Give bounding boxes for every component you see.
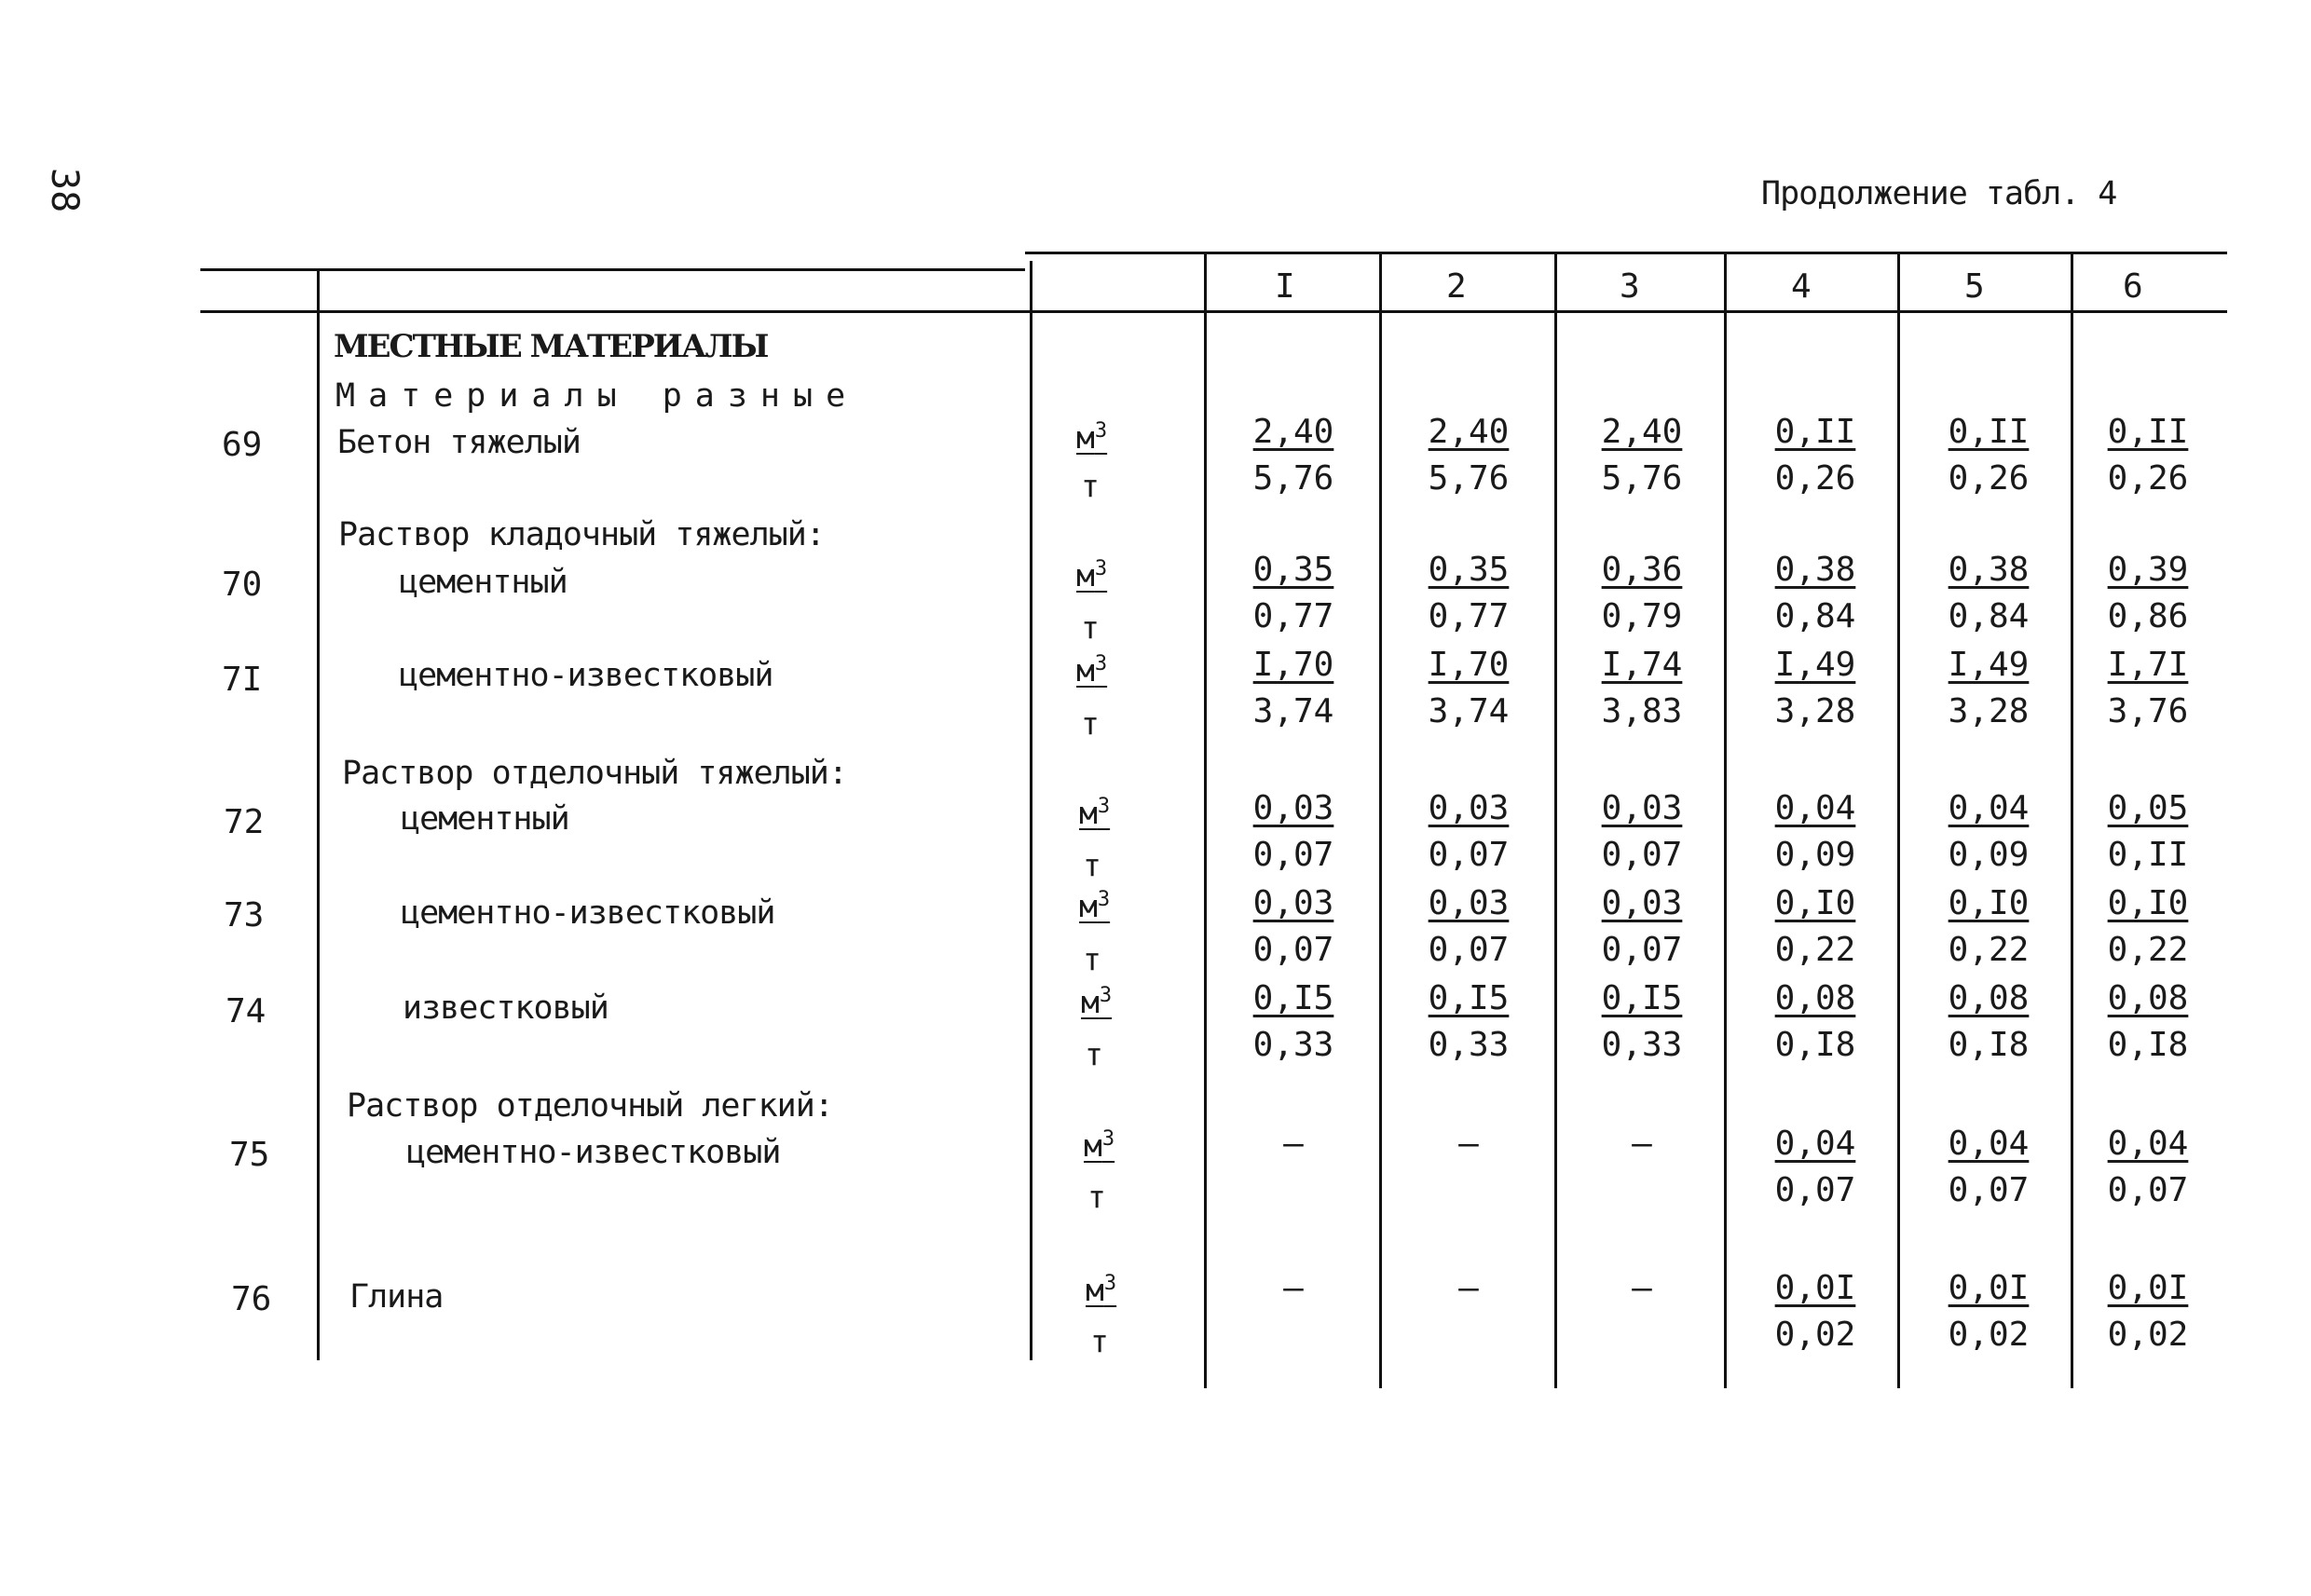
header-col-5: 5 [1964, 267, 1985, 306]
value-mass [2083, 1026, 2213, 1064]
value-text: 0,26 [1948, 459, 2030, 498]
value-text: I,70 [1428, 646, 1510, 684]
unit-mass: т [1087, 1179, 1106, 1215]
value-volume [1750, 979, 1880, 1017]
value-text: 3,28 [1948, 692, 2030, 730]
value-text: 0,04 [2107, 1125, 2189, 1163]
value-text: 0,22 [1774, 931, 1856, 969]
value-text: 2,40 [1428, 413, 1510, 451]
value-mass [1577, 692, 1707, 730]
value-volume [1403, 1127, 1534, 1161]
value-mass [2083, 459, 2213, 498]
value-volume [1228, 553, 1359, 587]
value-mass [1228, 836, 1359, 874]
value-volume [1403, 884, 1534, 922]
value-volume [1923, 979, 2054, 1017]
value-mass [1923, 931, 2054, 969]
value-text: – [1632, 1125, 1652, 1163]
group-heading-masonry: Раствор кладочный тяжелый: [338, 516, 825, 553]
value-volume [1750, 648, 1880, 682]
value-volume [1923, 884, 2054, 922]
value-volume [1577, 789, 1707, 827]
value-volume [1923, 789, 2054, 827]
material-name: Глина [349, 1278, 444, 1316]
unit-volume: $м^3$ [1084, 1127, 1115, 1164]
value-volume [1228, 979, 1359, 1017]
value-text: 0,I5 [1252, 979, 1334, 1017]
value-text: 0,07 [1601, 836, 1683, 874]
value-text: – [1632, 1269, 1652, 1307]
value-text: 0,0I [1774, 1269, 1856, 1307]
column-divider-2 [1554, 253, 1557, 1388]
value-text: 0,07 [1428, 836, 1510, 874]
value-mass [1577, 459, 1707, 498]
header-bottom-rule [200, 310, 2227, 313]
value-text: 0,I0 [1774, 884, 1856, 922]
column-divider-3 [1724, 253, 1727, 1388]
value-text: 0,84 [1774, 597, 1856, 635]
value-text: 0,I5 [1428, 979, 1510, 1017]
value-text: 0,03 [1601, 884, 1683, 922]
value-text: 0,03 [1428, 789, 1510, 827]
value-text: 0,I8 [2107, 1026, 2189, 1064]
value-text: 0,02 [1774, 1316, 1856, 1354]
value-volume [2083, 553, 2213, 587]
value-text: 0,77 [1252, 597, 1334, 635]
value-mass [1228, 597, 1359, 635]
value-volume [1923, 1269, 2054, 1307]
value-text: 2,40 [1252, 413, 1334, 451]
column-divider-5 [2071, 253, 2073, 1388]
value-volume [1750, 1127, 1880, 1161]
value-mass [1403, 931, 1534, 969]
value-mass [1750, 597, 1880, 635]
row-number: 74 [226, 992, 267, 1030]
value-volume [1403, 413, 1534, 451]
value-text: 0,07 [1252, 931, 1334, 969]
value-volume [1403, 553, 1534, 587]
value-text: 0,04 [1774, 1125, 1856, 1163]
row-number: 69 [222, 426, 263, 464]
value-mass [1403, 597, 1534, 635]
unit-volume: $м^3$ [1081, 984, 1113, 1020]
value-text: I,7I [2107, 646, 2189, 684]
header-col-2: 2 [1446, 267, 1467, 306]
value-mass [1923, 459, 2054, 498]
value-mass [1403, 459, 1534, 498]
value-mass [2083, 931, 2213, 969]
value-mass [2083, 1171, 2213, 1209]
column-divider-4 [1897, 253, 1900, 1388]
value-text: – [1458, 1269, 1479, 1307]
row-number: 76 [231, 1280, 272, 1318]
column-divider-1 [1379, 253, 1382, 1388]
value-volume [1577, 979, 1707, 1017]
value-text: – [1458, 1125, 1479, 1163]
value-text: 5,76 [1252, 459, 1334, 498]
value-mass [1750, 931, 1880, 969]
value-mass [2083, 836, 2213, 874]
value-text: 2,40 [1601, 413, 1683, 451]
value-volume [1750, 884, 1880, 922]
value-text: I,49 [1774, 646, 1856, 684]
unit-mass: т [1081, 468, 1100, 504]
value-volume [1228, 789, 1359, 827]
value-volume [1750, 1269, 1880, 1307]
value-text: 0,79 [1601, 597, 1683, 635]
value-mass [1750, 836, 1880, 874]
value-volume [2083, 979, 2213, 1017]
page-number: 38 [43, 168, 86, 213]
group-heading-finishing-heavy: Раствор отделочный тяжелый: [342, 755, 847, 792]
material-name: Бетон тяжелый [337, 424, 581, 461]
unit-volume: $м^3$ [1076, 557, 1108, 593]
unit-volume: $м^3$ [1079, 888, 1111, 924]
value-text: 0,77 [1428, 597, 1510, 635]
value-volume [1923, 413, 2054, 451]
value-volume [1228, 884, 1359, 922]
value-volume [1577, 413, 1707, 451]
material-name: цементный [399, 564, 567, 601]
value-mass [2083, 1318, 2213, 1352]
value-text: 0,07 [2107, 1171, 2189, 1209]
value-text: 0,I0 [2107, 884, 2189, 922]
row-number: 72 [224, 803, 265, 841]
value-mass [2083, 597, 2213, 635]
value-text: 0,38 [1774, 551, 1856, 589]
value-mass [1403, 692, 1534, 730]
value-mass [1750, 1318, 1880, 1352]
value-text: 0,I8 [1948, 1026, 2030, 1064]
value-mass [1577, 1026, 1707, 1064]
value-mass [1923, 1171, 2054, 1209]
material-name: известковый [403, 989, 609, 1027]
value-text: 0,04 [1948, 1125, 2030, 1163]
value-volume [1228, 1127, 1359, 1161]
value-text: I,70 [1252, 646, 1334, 684]
value-mass [1577, 597, 1707, 635]
value-mass [2083, 692, 2213, 730]
value-mass [1923, 836, 2054, 874]
value-mass [1228, 692, 1359, 730]
value-text: 0,04 [1948, 789, 2030, 827]
value-text: 5,76 [1428, 459, 1510, 498]
value-text: – [1283, 1125, 1304, 1163]
value-volume [1403, 979, 1534, 1017]
value-text: 0,84 [1948, 597, 2030, 635]
table-continuation-caption: Продолжение табл. 4 [1761, 175, 2117, 212]
value-text: 0,33 [1601, 1026, 1683, 1064]
value-mass [1228, 459, 1359, 498]
group-heading-finishing-light: Раствор отделочный легкий: [347, 1087, 833, 1125]
value-text: 0,36 [1601, 551, 1683, 589]
value-text: 0,02 [1948, 1316, 2030, 1354]
value-text: 0,08 [1774, 979, 1856, 1017]
value-text: 0,II [2107, 836, 2189, 874]
value-text: 0,03 [1601, 789, 1683, 827]
value-volume [1577, 884, 1707, 922]
material-name: цементно-известковый [401, 894, 775, 932]
value-text: 3,74 [1252, 692, 1334, 730]
value-mass [1403, 1026, 1534, 1064]
unit-volume: $м^3$ [1079, 795, 1111, 831]
value-volume [1923, 648, 2054, 682]
value-text: 0,38 [1948, 551, 2030, 589]
value-text: 0,I0 [1948, 884, 2030, 922]
value-text: 0,04 [1774, 789, 1856, 827]
value-text: 0,07 [1601, 931, 1683, 969]
value-text: 0,07 [1948, 1171, 2030, 1209]
value-text: 0,05 [2107, 789, 2189, 827]
value-volume [1577, 1269, 1707, 1307]
value-text: 0,I5 [1601, 979, 1683, 1017]
value-volume [1923, 1127, 2054, 1161]
value-volume [2083, 789, 2213, 827]
value-volume [2083, 648, 2213, 682]
value-mass [1750, 692, 1880, 730]
value-text: 0,03 [1428, 884, 1510, 922]
value-text: I,74 [1601, 646, 1683, 684]
table-top-rule-left [200, 268, 1025, 271]
unit-volume: $м^3$ [1076, 419, 1108, 456]
value-text: 0,26 [1774, 459, 1856, 498]
value-text: 0,09 [1948, 836, 2030, 874]
value-text: 0,07 [1252, 836, 1334, 874]
value-text: – [1283, 1269, 1304, 1307]
material-name: цементный [401, 800, 569, 838]
value-mass [1923, 1318, 2054, 1352]
value-text: 0,07 [1428, 931, 1510, 969]
value-volume [2083, 1269, 2213, 1307]
value-text: 0,0I [1948, 1269, 2030, 1307]
value-text: 3,83 [1601, 692, 1683, 730]
unit-volume: $м^3$ [1086, 1272, 1117, 1308]
value-text: 0,09 [1774, 836, 1856, 874]
unit-mass: т [1083, 847, 1101, 883]
value-text: 0,22 [1948, 931, 2030, 969]
value-text: 0,II [1948, 413, 2030, 451]
value-text: 0,03 [1252, 884, 1334, 922]
value-volume [1577, 553, 1707, 587]
value-mass [1750, 459, 1880, 498]
value-volume [1750, 413, 1880, 451]
value-text: 0,33 [1428, 1026, 1510, 1064]
value-volume [1228, 648, 1359, 682]
column-divider-unit [1204, 253, 1207, 1388]
value-volume [2083, 413, 2213, 451]
header-col-3: 3 [1620, 267, 1640, 306]
value-text: 0,II [1774, 413, 1856, 451]
row-number: 70 [222, 566, 263, 604]
header-col-1: I [1275, 267, 1295, 306]
value-text: 0,86 [2107, 597, 2189, 635]
section-title: МЕСТНЫЕ МАТЕРИАЛЫ [334, 328, 768, 365]
value-text: 0,33 [1252, 1026, 1334, 1064]
value-volume [2083, 1127, 2213, 1161]
value-mass [1403, 836, 1534, 874]
value-text: 0,22 [2107, 931, 2189, 969]
value-text: 3,28 [1774, 692, 1856, 730]
value-volume [2083, 884, 2213, 922]
value-volume [1403, 789, 1534, 827]
value-volume [1750, 789, 1880, 827]
value-mass [1750, 1026, 1880, 1064]
value-text: 0,08 [1948, 979, 2030, 1017]
value-text: I,49 [1948, 646, 2030, 684]
value-text: 0,II [2107, 413, 2189, 451]
value-text: 0,35 [1428, 551, 1510, 589]
value-mass [1577, 931, 1707, 969]
unit-mass: т [1081, 609, 1100, 646]
material-name: цементно-известковый [399, 657, 773, 694]
value-mass [1228, 931, 1359, 969]
value-text: 0,26 [2107, 459, 2189, 498]
value-mass [1750, 1171, 1880, 1209]
value-volume [1403, 648, 1534, 682]
value-mass [1923, 1026, 2054, 1064]
material-name: цементно-известковый [406, 1134, 781, 1171]
value-text: 0,03 [1252, 789, 1334, 827]
value-volume [1923, 553, 2054, 587]
header-col-6: 6 [2123, 267, 2143, 306]
value-mass [1923, 597, 2054, 635]
value-text: 0,02 [2107, 1316, 2189, 1354]
value-mass [1577, 836, 1707, 874]
column-divider-num [317, 268, 320, 1360]
unit-mass: т [1090, 1323, 1109, 1359]
value-volume [1228, 413, 1359, 451]
value-volume [1750, 553, 1880, 587]
value-mass [1923, 692, 2054, 730]
value-volume [1403, 1269, 1534, 1307]
row-number: 75 [229, 1136, 270, 1174]
unit-volume: $м^3$ [1076, 652, 1108, 689]
unit-mass: т [1085, 1036, 1103, 1072]
value-text: 0,39 [2107, 551, 2189, 589]
unit-mass: т [1081, 705, 1100, 742]
value-text: 3,76 [2107, 692, 2189, 730]
value-volume [1577, 1127, 1707, 1161]
column-divider-name [1030, 261, 1032, 1360]
row-number: 73 [224, 896, 265, 934]
value-text: 5,76 [1601, 459, 1683, 498]
row-number: 7I [222, 661, 263, 699]
value-text: 0,07 [1774, 1171, 1856, 1209]
value-volume [1577, 648, 1707, 682]
value-text: 3,74 [1428, 692, 1510, 730]
value-text: 0,35 [1252, 551, 1334, 589]
value-volume [1228, 1269, 1359, 1307]
section-subtitle: Материалы разные [335, 377, 859, 415]
unit-mass: т [1083, 941, 1101, 977]
value-text: 0,I8 [1774, 1026, 1856, 1064]
value-text: 0,08 [2107, 979, 2189, 1017]
value-text: 0,0I [2107, 1269, 2189, 1307]
value-mass [1228, 1026, 1359, 1064]
header-col-4: 4 [1791, 267, 1812, 306]
